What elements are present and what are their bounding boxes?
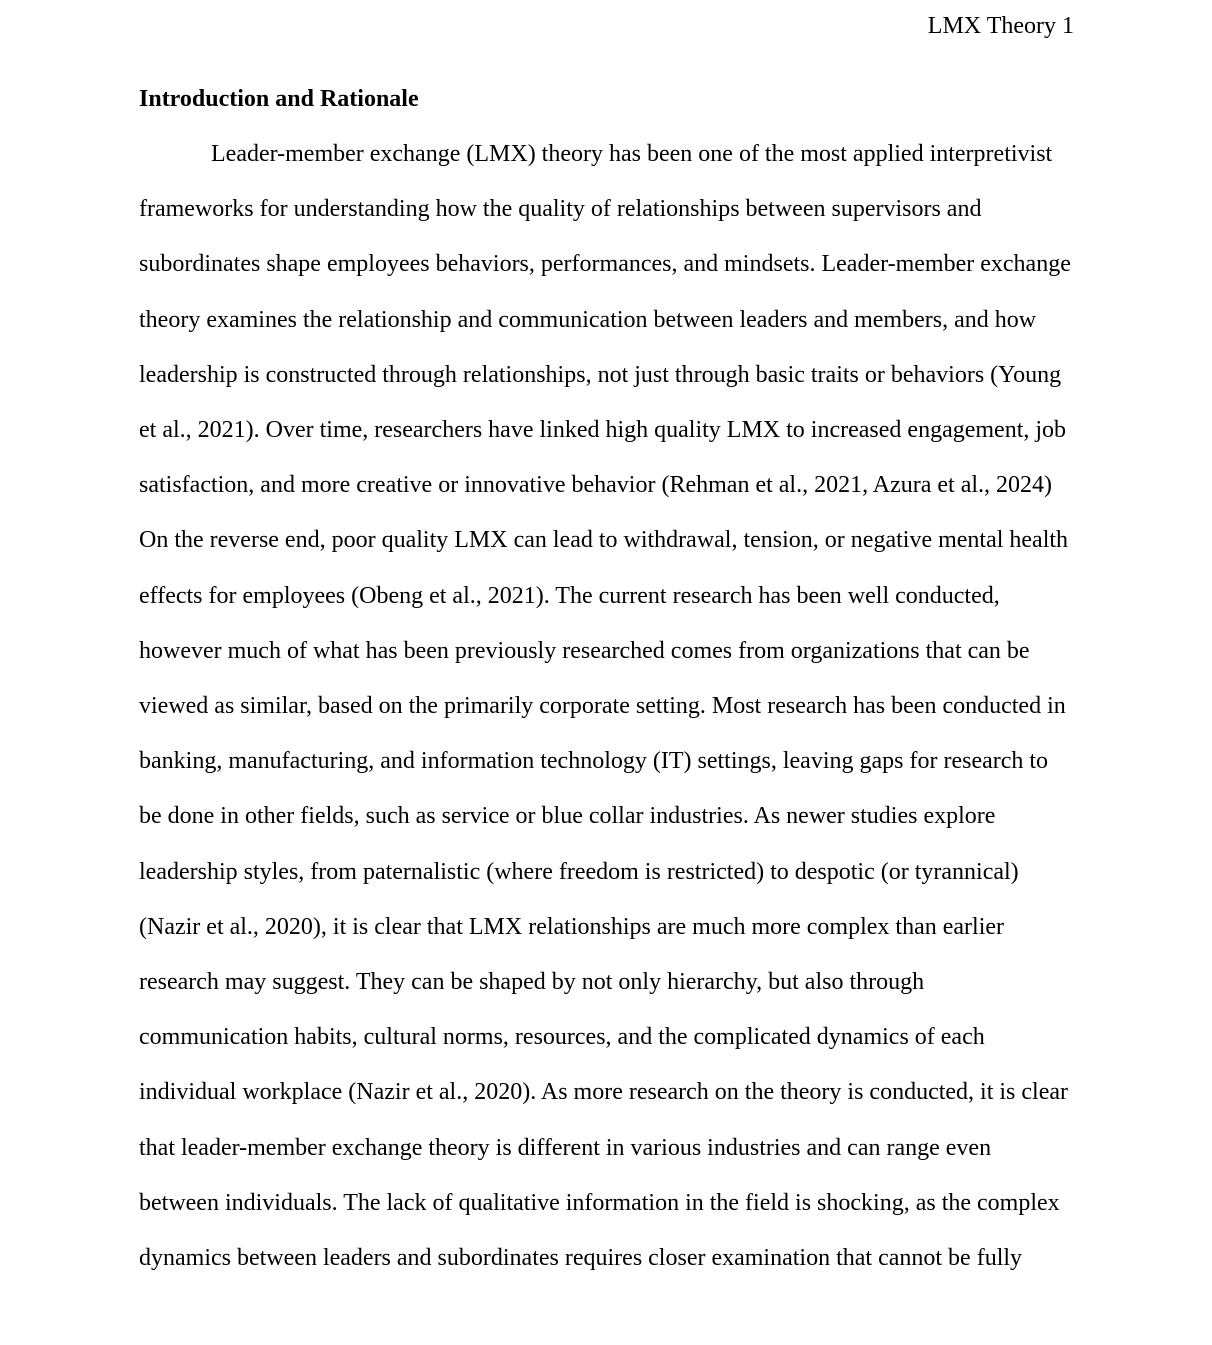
paragraph-line: effects for employees (Obeng et al., 2021). The current research has been well conducted, [139,583,1000,609]
paragraph-line: communication habits, cultural norms, resources, and the complicated dynamics of each [139,1024,985,1050]
paragraph-line: banking, manufacturing, and information technology (IT) settings, leaving gaps for research to [139,748,1049,774]
paragraph-line: between individuals. The lack of qualitative information in the field is shocking, as the complex [139,1190,1060,1216]
paragraph-line: that leader-member exchange theory is different in various industries and can range even [139,1135,992,1161]
paragraph-line: individual workplace (Nazir et al., 2020). As more research on the theory is conducted, it is clear [139,1079,1069,1105]
paragraph-line: be done in other fields, such as service or blue collar industries. As newer studies explore [139,803,996,829]
section-heading: Introduction and Rationale [139,86,419,112]
paragraph-line: frameworks for understanding how the quality of relationships between supervisors and [139,196,982,222]
paragraph-line: leadership styles, from paternalistic (where freedom is restricted) to despotic (or tyrannical) [139,859,1019,885]
paragraph-line: (Nazir et al., 2020), it is clear that LMX relationships are much more complex than earlier [139,914,1005,940]
running-head: LMX Theory 1 [927,13,1074,39]
paragraph-line: satisfaction, and more creative or innovative behavior (Rehman et al., 2021, Azura et al., 2024) [139,472,1053,498]
paragraph-line: leadership is constructed through relationships, not just through basic traits or behaviors (Young [139,362,1062,388]
paragraph-line: research may suggest. They can be shaped by not only hierarchy, but also through [139,969,925,995]
paragraph-line: On the reverse end, poor quality LMX can lead to withdrawal, tension, or negative mental health [139,527,1069,553]
paragraph-line: Leader-member exchange (LMX) theory has been one of the most applied interpretivist [211,141,1053,167]
paragraph-line: et al., 2021). Over time, researchers have linked high quality LMX to increased engagement, job [139,417,1067,443]
paragraph-line: however much of what has been previously researched comes from organizations that can be [139,638,1030,664]
paragraph-line: theory examines the relationship and communication between leaders and members, and how [139,307,1037,333]
paragraph-line: viewed as similar, based on the primarily corporate setting. Most research has been conducted in [139,693,1066,719]
paragraph-line: dynamics between leaders and subordinates requires closer examination that cannot be fully [139,1245,1023,1271]
paragraph-line: subordinates shape employees behaviors, performances, and mindsets. Leader-member exchange [139,251,1071,277]
